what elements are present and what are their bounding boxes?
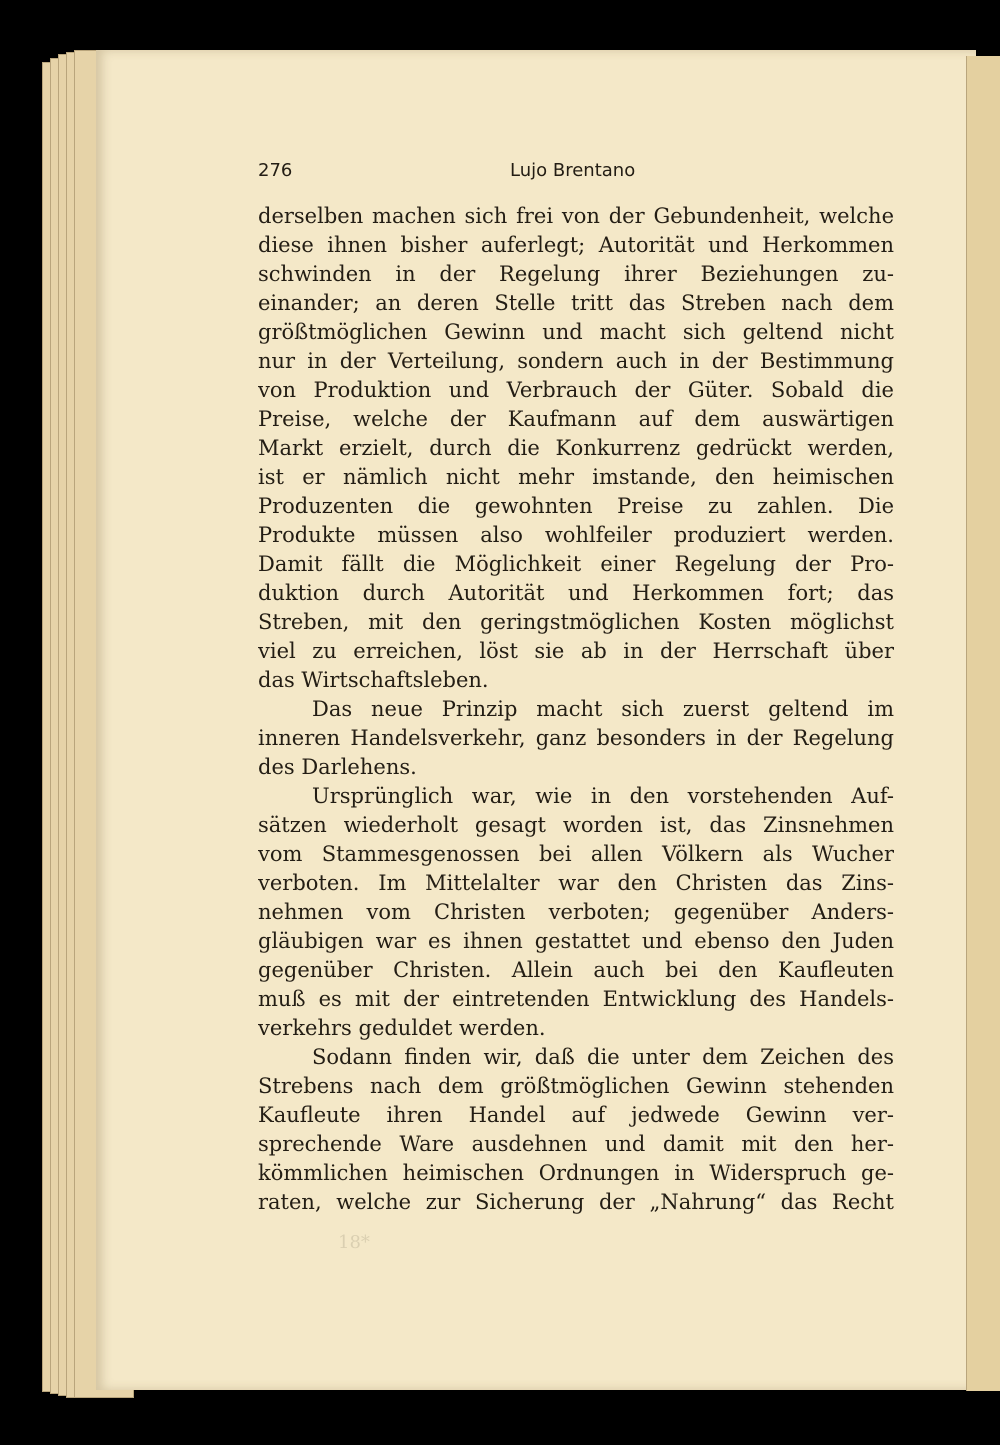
page-header bbox=[258, 158, 894, 188]
text-line: nehmen vom Christen verboten; gegenüber Anders- bbox=[258, 900, 894, 924]
body-text bbox=[258, 202, 894, 1217]
text-line: sätzen wiederholt gesagt worden ist, das Zinsnehmen bbox=[258, 813, 894, 837]
facing-page-edge bbox=[966, 56, 1000, 1391]
text-line: Produkte müssen also wohlfeiler produziert werden. bbox=[258, 523, 894, 547]
text-line: verkehrs geduldet werden. bbox=[258, 1016, 546, 1040]
text-line: Produzenten die gewohnten Preise zu zahlen. Die bbox=[258, 494, 894, 518]
bleed-through-signature-mark: 18* bbox=[338, 1232, 370, 1253]
text-line: ist er nämlich nicht mehr imstande, den heimischen bbox=[258, 465, 894, 489]
text-line: diese ihnen bisher auferlegt; Autorität und Herkommen bbox=[258, 233, 894, 257]
text-line: duktion durch Autorität und Herkommen fort; das bbox=[258, 581, 894, 605]
text-line: muß es mit der eintretenden Entwicklung des Handels- bbox=[258, 987, 894, 1011]
text-line: sprechende Ware ausdehnen und damit mit den her- bbox=[258, 1132, 894, 1156]
text-line: Ursprünglich war, wie in den vorstehenden Auf- bbox=[312, 784, 894, 808]
text-line: schwinden in der Regelung ihrer Beziehungen zu- bbox=[258, 262, 894, 286]
text-line: derselben machen sich frei von der Gebundenheit, welche bbox=[258, 204, 894, 228]
text-line: einander; an deren Stelle tritt das Streben nach dem bbox=[258, 291, 894, 315]
text-line: vom Stammesgenossen bei allen Völkern als Wucher bbox=[258, 842, 894, 866]
text-line: Streben, mit den geringstmöglichen Kosten möglichst bbox=[258, 610, 894, 634]
text-line: Kaufleute ihren Handel auf jedwede Gewinn ver- bbox=[258, 1103, 894, 1127]
text-line: das Wirtschaftsleben. bbox=[258, 668, 489, 692]
text-line: inneren Handelsverkehr, ganz besonders in der Regelung bbox=[258, 726, 894, 750]
text-line: Strebens nach dem größtmöglichen Gewinn stehenden bbox=[258, 1074, 894, 1098]
text-line: größtmöglichen Gewinn und macht sich geltend nicht bbox=[258, 320, 894, 344]
text-line: Das neue Prinzip macht sich zuerst geltend im bbox=[312, 697, 894, 721]
text-line: kömmlichen heimischen Ordnungen in Widerspruch ge- bbox=[258, 1161, 894, 1185]
text-line: Sodann finden wir, daß die unter dem Zeichen des bbox=[312, 1045, 894, 1069]
text-line: raten, welche zur Sicherung der „Nahrung“ das Recht bbox=[258, 1190, 894, 1214]
text-line: nur in der Verteilung, sondern auch in der Bestimmung bbox=[258, 349, 894, 373]
text-line: verboten. Im Mittelalter war den Christen das Zins- bbox=[258, 871, 894, 895]
text-line: viel zu erreichen, löst sie ab in der Herrschaft über bbox=[258, 639, 894, 663]
text-line: des Darlehens. bbox=[258, 755, 417, 779]
text-line: gegenüber Christen. Allein auch bei den Kaufleuten bbox=[258, 958, 894, 982]
text-line: von Produktion und Verbrauch der Güter. Sobald die bbox=[258, 378, 894, 402]
text-line: Markt erzielt, durch die Konkurrenz gedrückt werden, bbox=[258, 436, 894, 460]
page-number: 276 bbox=[258, 160, 293, 181]
running-head: Lujo Brentano bbox=[510, 160, 636, 181]
text-line: Damit fällt die Möglichkeit einer Regelung der Pro- bbox=[258, 552, 894, 576]
text-line: Preise, welche der Kaufmann auf dem auswärtigen bbox=[258, 407, 894, 431]
text-line: gläubigen war es ihnen gestattet und ebenso den Juden bbox=[258, 929, 894, 953]
